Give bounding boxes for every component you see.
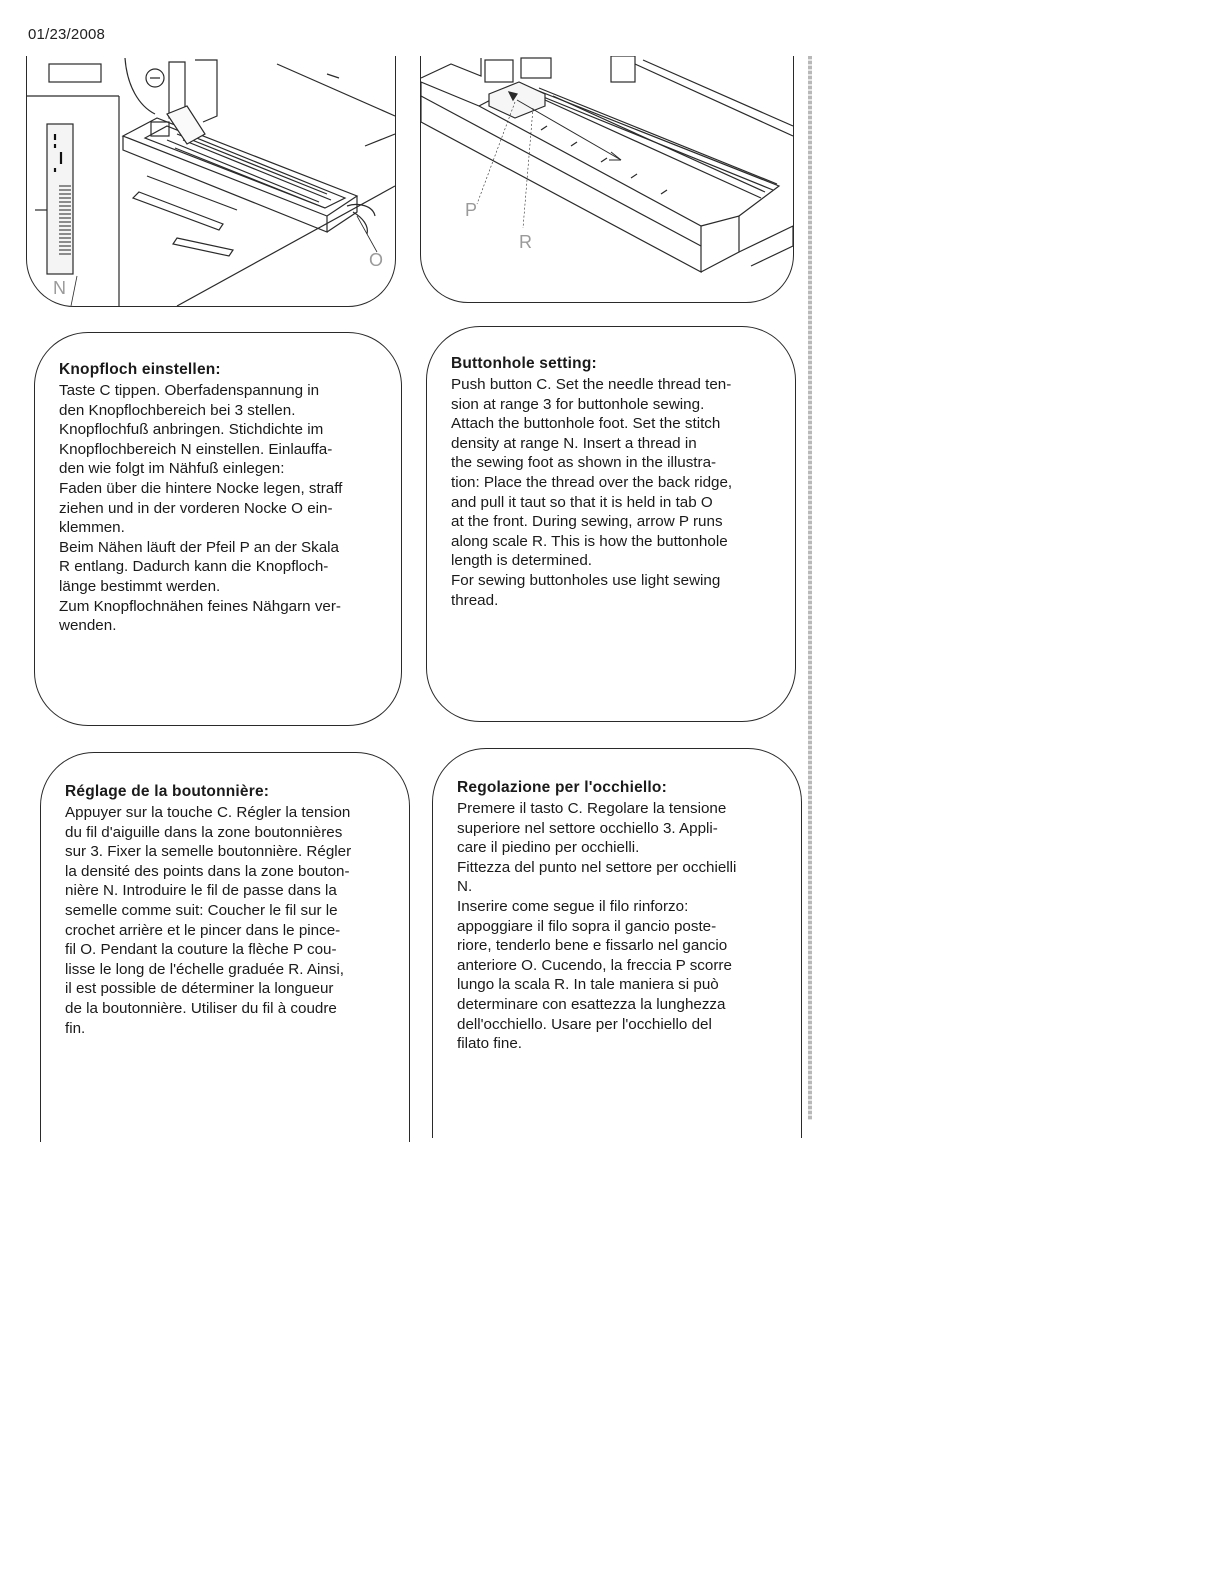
illustration-buttonhole-foot [26,56,396,307]
panel-paragraph: Beim Nähen läuft der Pfeil P an der Skala R entlang. Dadurch kann die Knopfloch- länge bestimmt werden. [59,538,340,595]
callout-label-n: N [53,278,66,298]
illustration-scale-closeup [420,56,794,303]
panel-paragraph: Premere il tasto C. Regolare la tensione superiore nel settore occhiello 3. Appli- care il piedino per occhielli. [457,800,727,857]
panel-italian [432,748,802,1138]
callout-label-o: O [369,250,384,270]
panel-paragraph: Zum Knopflochnähen feines Nähgarn ver- wenden. [59,597,341,635]
panel-heading: Regolazione per l'occhiello: [457,779,667,796]
panel-heading: Réglage de la boutonnière: [65,783,270,800]
panel-german [34,332,402,726]
panel-heading: Buttonhole setting: [451,355,597,372]
document-date: 01/23/2008 [28,26,106,43]
panel-paragraph: Faden über die hintere Nocke legen, straff ziehen und in der vorderen Nocke O ein- klemmen. [59,479,343,537]
panel-paragraph: Inserire come segue il filo rinforzo: appoggiare il filo sopra il gancio poste- riore, tenderlo bene e fissarlo nel gancio anteriore O. Cucendo, la freccia P scorre lungo la scala R. In tale maniera si può determinare con esattezza la lunghezza dell'occhiello. Usare per l'occhiello del filato fine. [457,897,732,1053]
callout-label-r: R [519,232,532,252]
panel-heading: Knopfloch einstellen: [59,361,221,378]
panel-paragraph: Push button C. Set the needle thread ten- sion at range 3 for buttonhole sewing. Attach the buttonhole foot. Set the stitch density at range N. Insert a thread in the sewing foot as shown in the illustra- tion: Place the thread over the back ridge, and pull it taut so that it is held in tab O at the front. During sewing, arrow P runs along scale R. This is how the buttonhole length is determined. [451,376,733,570]
panel-french [40,752,410,1142]
callout-label-p: P [465,200,478,220]
panel-english [426,326,796,722]
panel-paragraph: Fittezza del punto nel settore per occhielli N. [457,858,737,896]
panel-paragraph: Taste C tippen. Oberfadenspannung in den Knopflochbereich bei 3 stellen. Knopflochfuß anbringen. Stichdichte im Knopflochbereich N einstellen. Einlauffa- den wie folgt im Nähfuß einlegen: [59,382,333,478]
scan-edge-divider [808,56,812,1120]
panel-paragraph: For sewing buttonholes use light sewing thread. [451,571,721,609]
scale-closeup-drawing [421,56,793,302]
buttonhole-foot-drawing [27,56,395,306]
panel-paragraph: Appuyer sur la touche C. Régler la tension du fil d'aiguille dans la zone boutonnières sur 3. Fixer la semelle boutonnière. Régler la densité des points dans la zone bouton- nière N. Introduire le fil de passe dans la semelle comme suit: Coucher le fil sur le crochet arrière et le pincer dans le pince- fil O. Pendant la couture la flèche P cou- lisse le long de l'échelle graduée R. Ainsi, il est possible de déterminer la longueur de la boutonnière. Utiliser du fil à coudre fin. [65,804,352,1037]
